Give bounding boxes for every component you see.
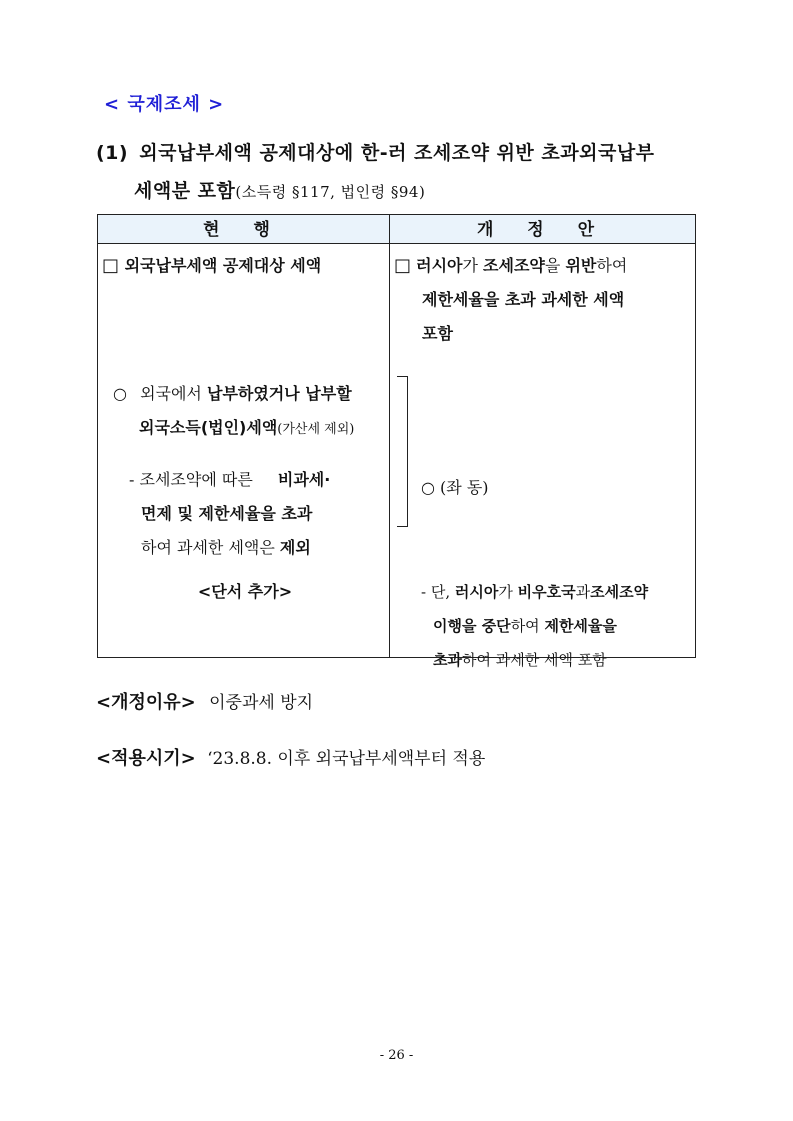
current-cell bbox=[98, 244, 390, 658]
d-g: 하여 bbox=[510, 617, 540, 635]
reason-text: 이중과세 방지 bbox=[209, 693, 314, 713]
d-d: 과 bbox=[575, 583, 591, 601]
p1-g: 제한세율을 초과 과세한 세액 bbox=[422, 290, 625, 309]
c1-d: (가산세 제외) bbox=[277, 422, 355, 437]
c1-b: 납부하였거나 납부할 bbox=[206, 384, 352, 403]
p1-h: 포함 bbox=[422, 324, 453, 343]
d1-c: 면제 및 제한세율을 초과 bbox=[141, 504, 313, 523]
bracket-mark bbox=[397, 376, 408, 527]
d-b: 가 bbox=[498, 583, 513, 601]
header-current: 현 행 bbox=[98, 215, 390, 244]
p1-d: 을 bbox=[544, 256, 561, 275]
current-circle-item bbox=[113, 377, 389, 447]
current-dash-item bbox=[129, 463, 391, 565]
p1-f: 하여 bbox=[596, 256, 628, 275]
p1-b: 가 bbox=[462, 256, 478, 275]
d-e: 조세조약 bbox=[590, 583, 649, 601]
d-a: 러시아 bbox=[454, 583, 499, 601]
d1-e: 제외 bbox=[279, 538, 311, 557]
item-title-line1: 외국납부세액 공제대상에 한-러 조세조약 위반 초과외국납부 bbox=[139, 142, 655, 164]
timing-text: ‘23.8.8. 이후 외국납부세액부터 적용 bbox=[207, 749, 486, 769]
d1-a: - 조세조약에 따른 bbox=[129, 470, 253, 489]
box-mark: □ bbox=[102, 255, 120, 276]
p1-e: 위반 bbox=[565, 256, 597, 275]
p1-c: 조세조약 bbox=[483, 256, 545, 275]
item-heading bbox=[96, 134, 706, 211]
current-added-clause: <단서 추가> bbox=[197, 582, 293, 601]
header-proposed: 개 정 안 bbox=[390, 215, 696, 244]
circle-mark: ○ bbox=[113, 384, 127, 403]
proposed-cell bbox=[390, 244, 696, 669]
item-reference: (소득령 §117, 법인령 §94) bbox=[235, 183, 426, 201]
proposed-dash-item bbox=[421, 575, 693, 677]
d-c: 비우호국 bbox=[517, 583, 576, 601]
proposed-box-item bbox=[394, 249, 694, 351]
item-title-line2-wrap bbox=[96, 172, 706, 211]
proposed-same: ○ (좌 동) bbox=[421, 478, 489, 497]
timing-line bbox=[96, 744, 485, 770]
d-dash: - 단, bbox=[421, 583, 451, 601]
item-title-line2: 세액분 포함 bbox=[134, 180, 236, 202]
timing-label: <적용시기> bbox=[96, 748, 196, 769]
section-title: < 국제조세 > bbox=[104, 94, 225, 115]
c1-a: 외국에서 bbox=[140, 384, 202, 403]
p1-a: 러시아 bbox=[416, 256, 463, 275]
current-box-text: 외국납부세액 공제대상 세액 bbox=[124, 256, 322, 275]
d-i: 초과 bbox=[433, 651, 462, 669]
d-f: 이행을 중단 bbox=[433, 617, 511, 635]
d1-b: 비과세· bbox=[277, 470, 331, 489]
box-mark-proposed: □ bbox=[394, 255, 412, 276]
item-number: (1) bbox=[96, 142, 129, 164]
reason-line bbox=[96, 688, 313, 714]
d1-d: 하여 과세한 세액은 bbox=[141, 538, 275, 557]
c1-c: 외국소득(법인)세액 bbox=[139, 418, 278, 437]
d-h: 제한세율을 bbox=[544, 617, 617, 635]
reason-label: <개정이유> bbox=[96, 692, 196, 713]
current-box-item bbox=[102, 249, 321, 283]
page-number: - 26 - bbox=[379, 1048, 414, 1063]
d-j: 하여 과세한 세액 포함 bbox=[461, 651, 607, 669]
